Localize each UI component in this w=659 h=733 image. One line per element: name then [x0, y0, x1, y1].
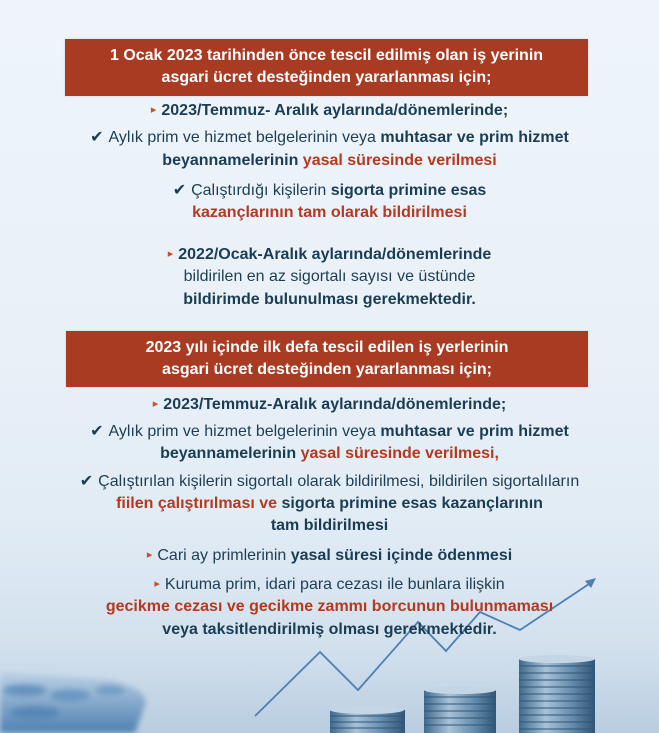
section2-header-line1: 2023 yılı içinde ilk defa tescil edilen iş yerlerinin — [145, 339, 509, 356]
section1-period2 — [0, 244, 659, 265]
section1-period2-line3 — [0, 290, 659, 310]
text-segment: Çalıştırılan kişilerin sigortalı olarak bildirilmesi, bildirilen sigortalıların — [98, 473, 580, 490]
section2-header-line2: asgari ücret desteğinden yararlanması için; — [162, 361, 492, 378]
text-segment: Kuruma prim, idari para cezası ile bunlara ilişkin — [164, 576, 505, 593]
section1-item1-line2 — [0, 151, 659, 171]
text-segment: Aylık prim ve hizmet belgelerinin veya — [108, 423, 381, 440]
section1-header — [65, 39, 588, 96]
section1-item2-line1 — [0, 181, 659, 201]
section1-item2-line2 — [0, 203, 659, 223]
text-segment: Cari ay primlerinin — [157, 547, 291, 564]
text-segment-bold: veya taksitlendirilmiş olması gerekmektedir. — [162, 621, 497, 638]
section1-header-line2: asgari ücret desteğinden yararlanması için; — [161, 69, 492, 86]
triangle-bullet-icon: ▸ — [167, 248, 174, 260]
text-segment-bold: beyannamelerinin — [162, 152, 303, 169]
triangle-bullet-icon: ▸ — [152, 398, 159, 410]
section1-period — [0, 100, 659, 121]
section1-item1-line1 — [0, 128, 659, 148]
section2-item2-line3 — [0, 516, 659, 536]
text-segment-bold: muhtasar ve prim hizmet — [380, 423, 569, 440]
section2-item1-line2 — [0, 444, 659, 464]
check-icon: ✔ — [172, 182, 187, 199]
section2-item2-line1 — [0, 472, 659, 492]
text-segment-bold: sigorta primine esas kazançlarının — [281, 495, 543, 512]
section2-period — [0, 394, 659, 415]
text-segment: Aylık prim ve hizmet belgelerinin veya — [108, 129, 381, 146]
section2-item2-line2 — [0, 494, 659, 514]
check-icon: ✔ — [90, 423, 104, 440]
section2-item4-line1 — [0, 574, 659, 595]
text-segment-bold: yasal süresi içinde ödenmesi — [290, 547, 513, 564]
section2-item1-line1 — [0, 422, 659, 442]
section2-header — [66, 331, 588, 387]
check-icon: ✔ — [79, 473, 94, 490]
section2-item4-line2 — [0, 597, 659, 617]
section1-header-line1: 1 Ocak 2023 tarihinden önce tescil edilmiş olan iş yerinin — [109, 47, 544, 64]
section1-period2-line2 — [0, 267, 659, 287]
section1-period2-text: 2022/Ocak-Aralık aylarında/dönemlerinde — [178, 246, 492, 263]
triangle-bullet-icon: ▸ — [146, 549, 153, 561]
triangle-bullet-icon: ▸ — [150, 104, 157, 116]
text-segment-bold: beyannamelerinin — [160, 445, 301, 462]
section2-item4-line3 — [0, 620, 659, 640]
text-segment-bold: muhtasar ve prim hizmet — [380, 129, 569, 146]
text-segment-bold: sigorta primine esas — [330, 182, 487, 199]
text-segment-bold: bildirimde bulunulması gerekmektedir. — [183, 291, 476, 308]
section2-item3 — [0, 545, 659, 566]
triangle-bullet-icon: ▸ — [154, 578, 160, 590]
text-segment: bildirilen en az sigortalı sayısı ve üstünde — [183, 268, 476, 285]
text-segment: Çalıştırdığı kişilerin — [191, 182, 331, 199]
text-segment-highlight: fiilen çalıştırılması ve — [116, 495, 282, 512]
section2-period-text: 2023/Temmuz-Aralık aylarında/dönemlerinde; — [163, 396, 507, 413]
text-segment-highlight: yasal süresinde verilmesi — [302, 152, 497, 169]
section1-period-text: 2023/Temmuz- Aralık aylarında/dönemlerinde; — [161, 102, 509, 119]
text-segment-bold: tam bildirilmesi — [270, 517, 389, 534]
text-segment-highlight: kazançlarının tam olarak bildirilmesi — [192, 204, 467, 221]
text-segment-highlight: yasal süresinde verilmesi, — [300, 445, 499, 462]
check-icon: ✔ — [90, 129, 104, 146]
text-segment-highlight: gecikme cezası ve gecikme zammı borcunun bulunmaması — [105, 598, 554, 615]
